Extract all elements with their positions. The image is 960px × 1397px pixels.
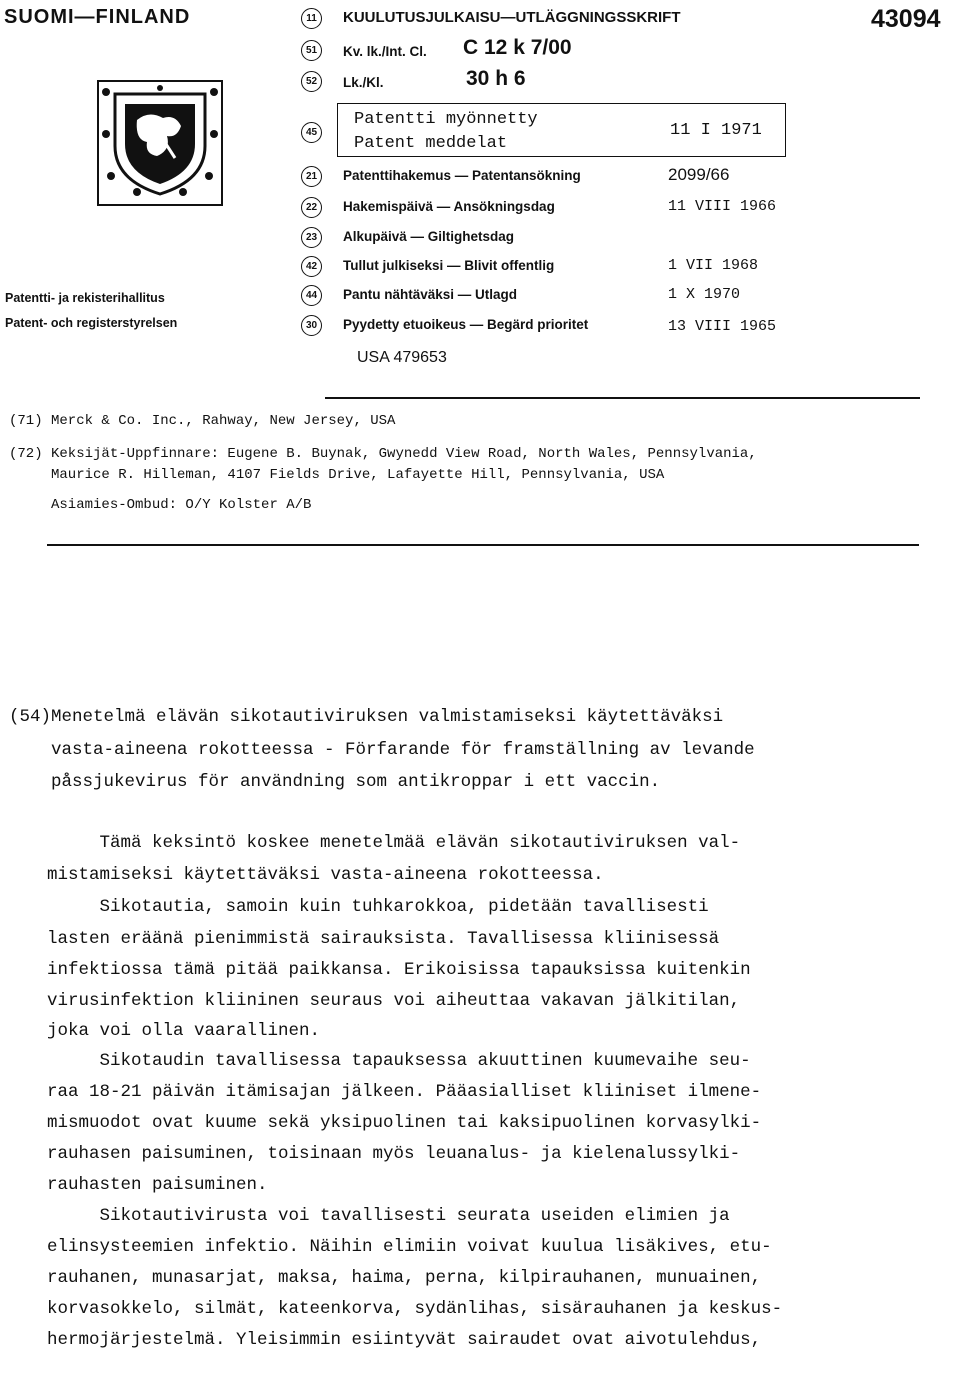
authority-name-fi: Patentti- ja rekisterihallitus [5, 291, 165, 305]
body-line: elinsysteemien infektio. Näihin elimiin voivat kuulua lisäkives, etu- [47, 1237, 772, 1257]
field-label: Alkupäivä — Giltighetsdag [343, 229, 515, 244]
inid-code-52: 52 [301, 71, 322, 92]
field-label: Hakemispäivä — Ansökningsdag [343, 199, 555, 214]
body-line: mistamiseksi käytettäväksi vasta-aineena rokotteessa. [47, 865, 604, 885]
body-line: mismuodot ovat kuume sekä yksipuolinen tai kaksipuolinen korvasylki- [47, 1113, 762, 1133]
coat-of-arms-emblem [97, 80, 223, 206]
body-line: korvasokkelo, silmät, kateenkorva, sydänlihas, sisärauhanen ja keskus- [47, 1299, 783, 1319]
body-line: lasten eräänä pienimmistä sairauksista. Tavallisessa kliinisessä [47, 929, 720, 949]
priority-reference: USA 479653 [357, 349, 447, 366]
inid-code: 30 [301, 315, 322, 336]
field-label: Patenttihakemus — Patentansökning [343, 168, 581, 183]
nat-class-value: 30 h 6 [466, 67, 526, 90]
body-line: rauhanen, munasarjat, maksa, haima, perna, kilpirauhanen, munuainen, [47, 1268, 762, 1288]
body-line: rauhasten paisuminen. [47, 1175, 268, 1195]
field-label: Pantu nähtäväksi — Utlagd [343, 287, 518, 302]
grant-label-fi: Patentti myönnetty [354, 110, 538, 129]
body-line: Sikotautivirusta voi tavallisesti seurata useiden elimien ja [47, 1206, 730, 1226]
field-value: 2099/66 [668, 165, 730, 184]
body-line: raa 18-21 päivän itämisajan jälkeen. Pääasialliset kliiniset ilmene- [47, 1082, 762, 1102]
field-value: 11 VIII 1966 [668, 198, 777, 215]
inid-code-45: 45 [301, 122, 322, 143]
applicant-line: (71) Merck & Co. Inc., Rahway, New Jersey, USA [9, 413, 396, 429]
publication-title: KUULUTUSJULKAISU—UTLÄGGNINGSSKRIFT [343, 9, 681, 26]
nat-class-label: Lk./Kl. [343, 75, 384, 90]
inid-code: 44 [301, 285, 322, 306]
body-line: virusinfektion kliininen seuraus voi aiheuttaa vakavan jälkitilan, [47, 991, 741, 1011]
body-line: rauhasen paisuminen, toisinaan myös leuanalus- ja kielenalussylki- [47, 1144, 741, 1164]
field-value: 1 X 1970 [668, 286, 741, 303]
inid-code: 22 [301, 197, 322, 218]
agent-line: Asiamies-Ombud: O/Y Kolster A/B [9, 497, 312, 513]
inid-code-51: 51 [301, 40, 322, 61]
field-label: Tullut julkiseksi — Blivit offentlig [343, 258, 555, 273]
body-line: Sikotaudin tavallisessa tapauksessa akuuttinen kuumevaihe seu- [47, 1051, 751, 1071]
header-divider [325, 397, 920, 399]
int-class-label: Kv. lk./Int. Cl. [343, 44, 427, 59]
invention-title-line: vasta-aineena rokotteessa - Förfarande för framställning av levande [9, 740, 755, 760]
invention-title-line: påssjukevirus för användning som antikroppar i ett vaccin. [9, 772, 661, 792]
authority-name-sv: Patent- och registerstyrelsen [5, 316, 178, 330]
country-name: SUOMI—FINLAND [4, 6, 191, 28]
section-divider [47, 544, 919, 546]
inid-code-11: 11 [301, 8, 322, 29]
invention-title-line: (54)Menetelmä elävän sikotautiviruksen valmistamiseksi käytettäväksi [9, 707, 724, 727]
body-line: Tämä keksintö koskee menetelmää elävän sikotautiviruksen val- [47, 833, 741, 853]
inid-code: 42 [301, 256, 322, 277]
inventors-line-2: Maurice R. Hilleman, 4107 Fields Drive, Lafayette Hill, Pennsylvania, USA [9, 467, 665, 483]
inid-code: 23 [301, 227, 322, 248]
int-class-value: C 12 k 7/00 [463, 36, 572, 59]
publication-number: 43094 [871, 5, 941, 33]
field-value: 13 VIII 1965 [668, 318, 777, 335]
inid-code: 21 [301, 166, 322, 187]
grant-label-sv: Patent meddelat [354, 134, 508, 153]
body-line: hermojärjestelmä. Yleisimmin esiintyvät sairaudet ovat aivotulehdus, [47, 1330, 762, 1350]
grant-date: 11 I 1971 [670, 121, 762, 140]
field-label: Pyydetty etuoikeus — Begärd prioritet [343, 317, 589, 332]
body-line: infektiossa tämä pitää paikkansa. Erikoisissa tapauksissa kuitenkin [47, 960, 751, 980]
inventors-line-1: (72) Keksijät-Uppfinnare: Eugene B. Buynak, Gwynedd View Road, North Wales, Pennsylvania, [9, 446, 757, 462]
body-line: joka voi olla vaarallinen. [47, 1021, 321, 1041]
body-line: Sikotautia, samoin kuin tuhkarokkoa, pidetään tavallisesti [47, 897, 709, 917]
field-value: 1 VII 1968 [668, 257, 759, 274]
